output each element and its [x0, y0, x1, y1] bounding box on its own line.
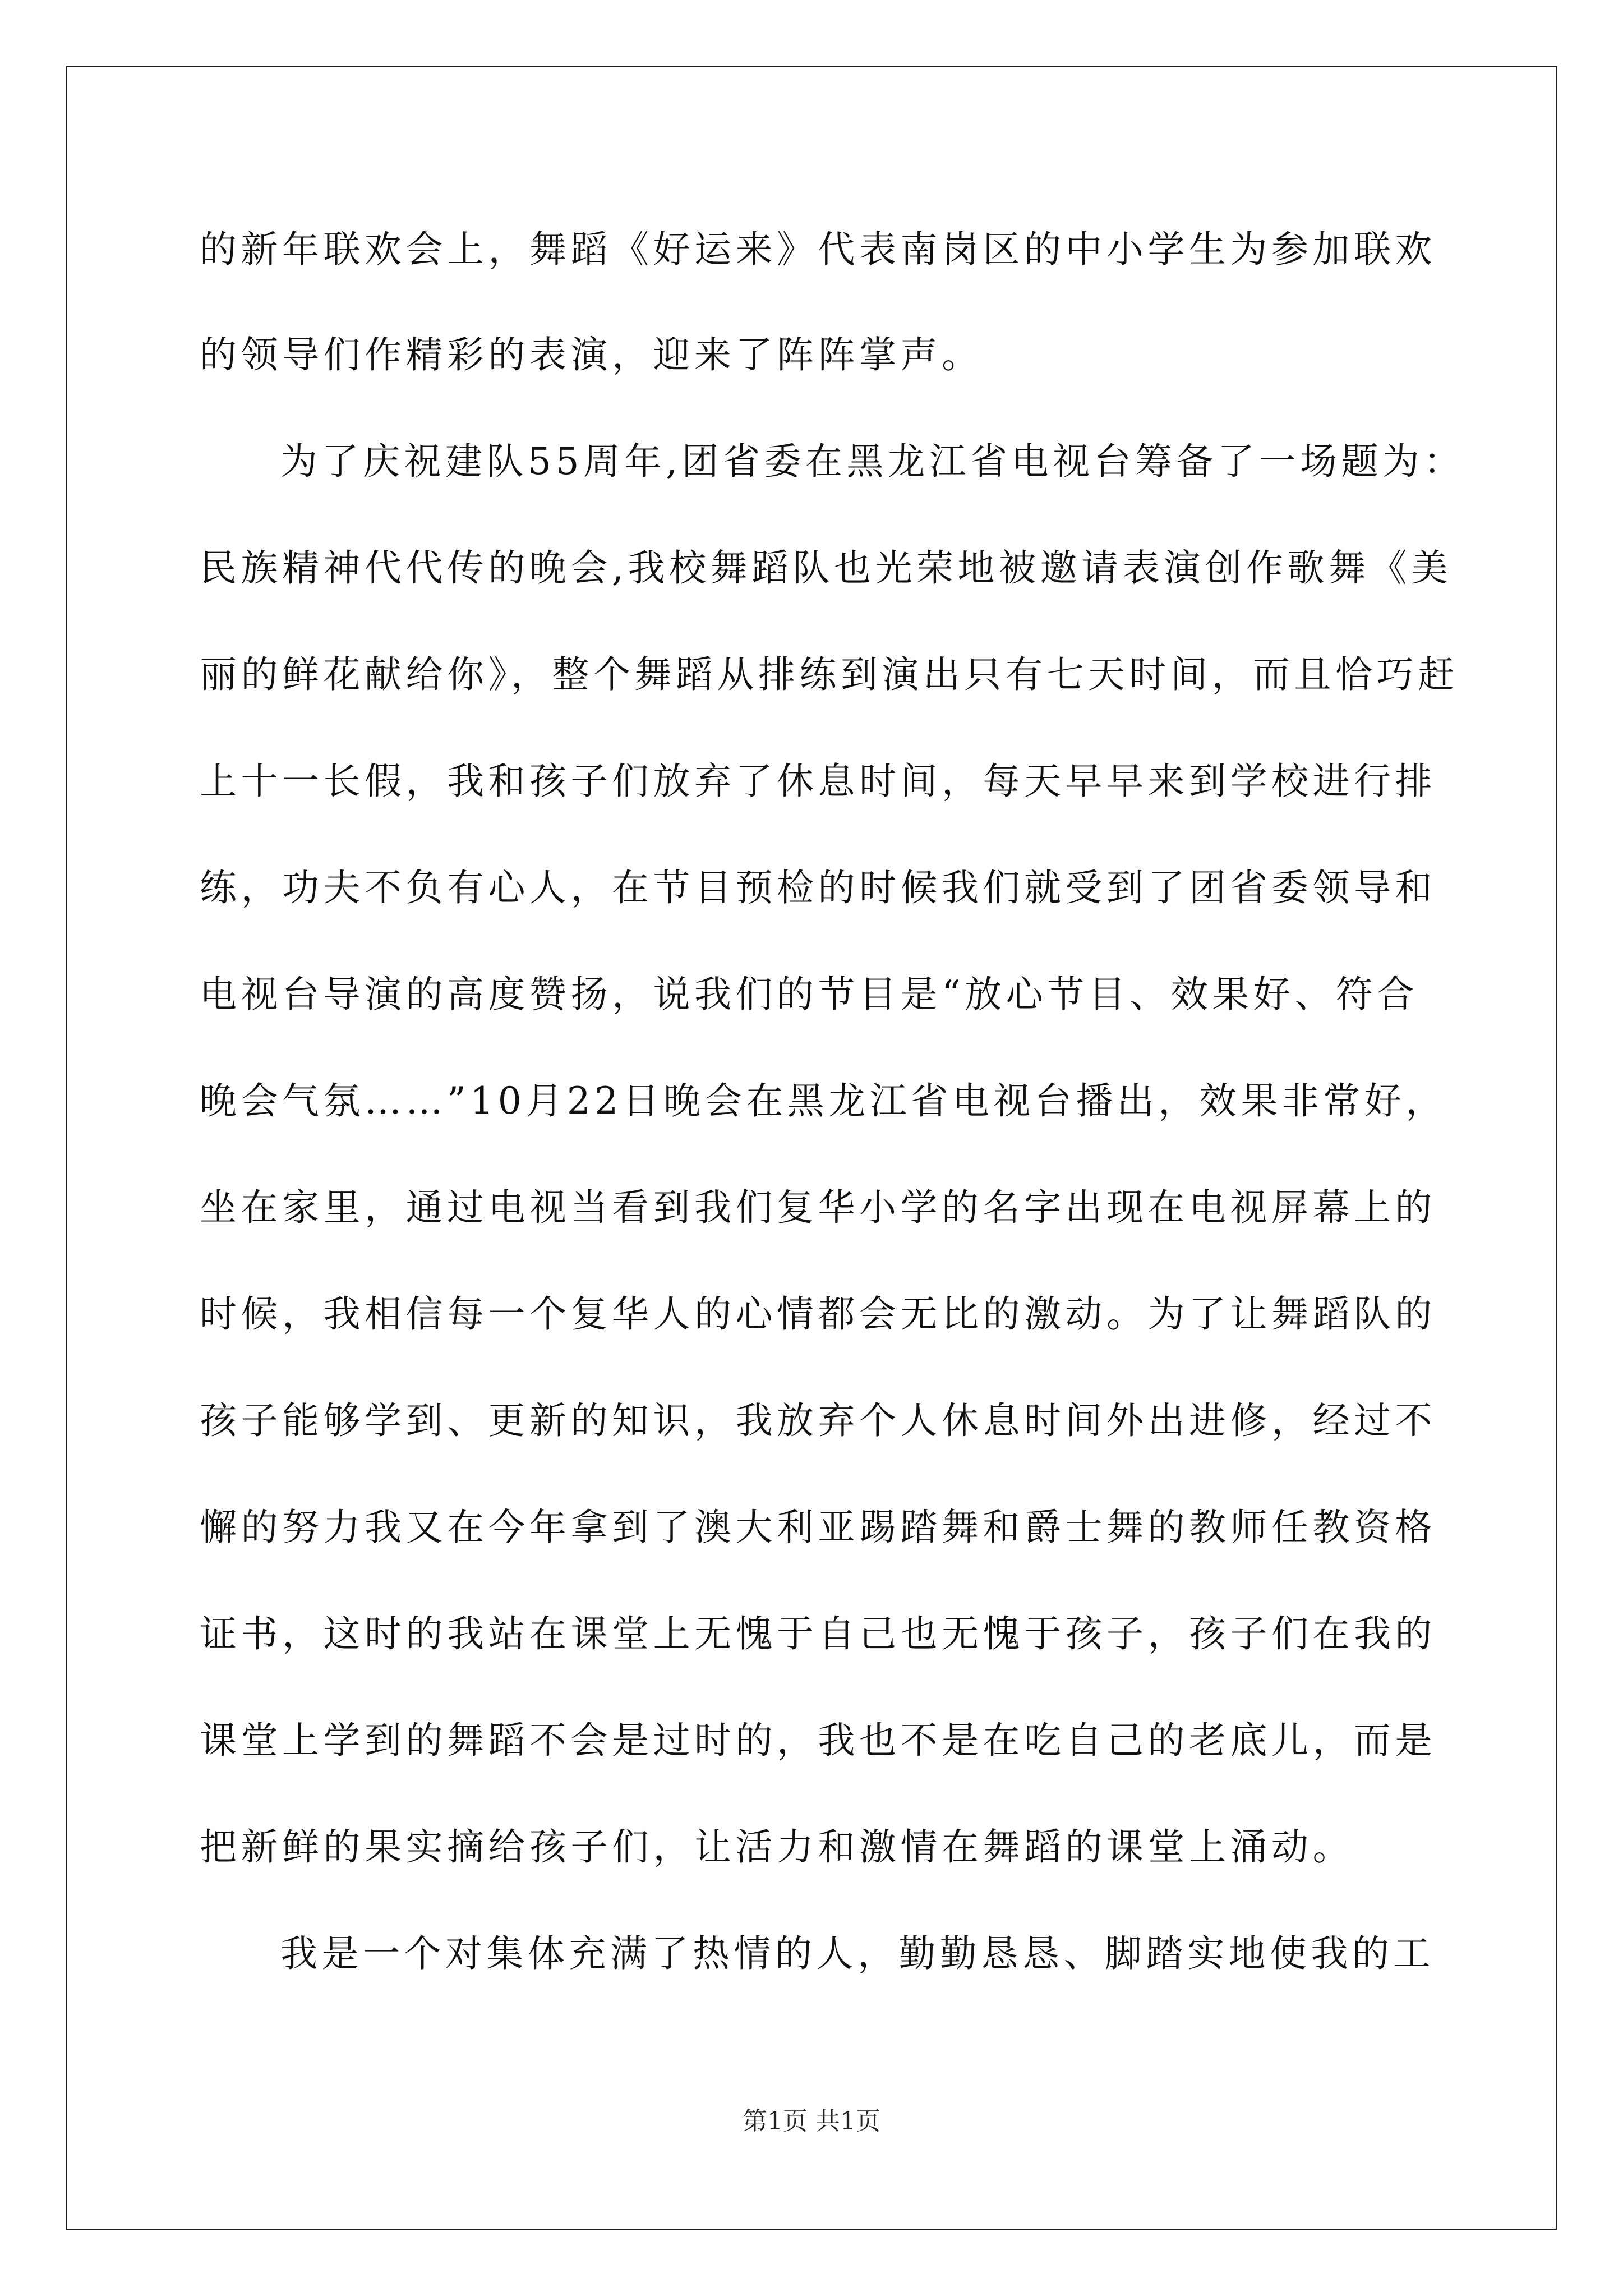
paragraph-first-line: 为了庆祝建队55周年,团省委在黑龙江省电视台筹备了一场题为： [280, 440, 1465, 483]
text-line: 上十一长假，我和孩子们放弃了休息时间，每天早早来到学校进行排 [200, 760, 1436, 803]
page-footer: 第1页 共1页 [743, 2107, 880, 2136]
text-line: 证书，这时的我站在课堂上无愧于自己也无愧于孩子，孩子们在我的 [200, 1612, 1436, 1655]
text-line: 民族精神代代传的晚会,我校舞蹈队也光荣地被邀请表演创作歌舞《美 [200, 546, 1453, 590]
text-line: 晚会气氛……”10月22日晚会在黑龙江省电视台播出，效果非常好， [200, 1079, 1447, 1122]
text-line: 的领导们作精彩的表演，迎来了阵阵掌声。 [200, 333, 983, 376]
text-line: 课堂上学到的舞蹈不会是过时的，我也不是在吃自己的老底儿，而是 [200, 1719, 1436, 1762]
text-line: 练，功夫不负有心人，在节目预检的时候我们就受到了团省委领导和 [200, 866, 1436, 909]
text-line: 时候，我相信每一个复华人的心情都会无比的激动。为了让舞蹈队的 [200, 1292, 1436, 1336]
text-line: 把新鲜的果实摘给孩子们，让活力和激情在舞蹈的课堂上涌动。 [200, 1825, 1354, 1869]
text-line: 孩子能够学到、更新的知识，我放弃个人休息时间外出进修，经过不 [200, 1399, 1436, 1442]
page-border [66, 66, 1557, 2230]
text-line: 电视台导演的高度赞扬，说我们的节目是“放心节目、效果好、符合 [200, 973, 1418, 1016]
text-line: 坐在家里，通过电视当看到我们复华小学的名字出现在电视屏幕上的 [200, 1186, 1436, 1229]
text-line: 的新年联欢会上，舞蹈《好运来》代表南岗区的中小学生为参加联欢 [200, 228, 1436, 271]
text-line: 懈的努力我又在今年拿到了澳大利亚踢踏舞和爵士舞的教师任教资格 [200, 1506, 1436, 1549]
text-line: 丽的鲜花献给你》，整个舞蹈从排练到演出只有七天时间，而且恰巧赶 [200, 653, 1459, 696]
paragraph-first-line: 我是一个对集体充满了热情的人，勤勤恳恳、脚踏实地使我的工 [280, 1932, 1435, 1975]
